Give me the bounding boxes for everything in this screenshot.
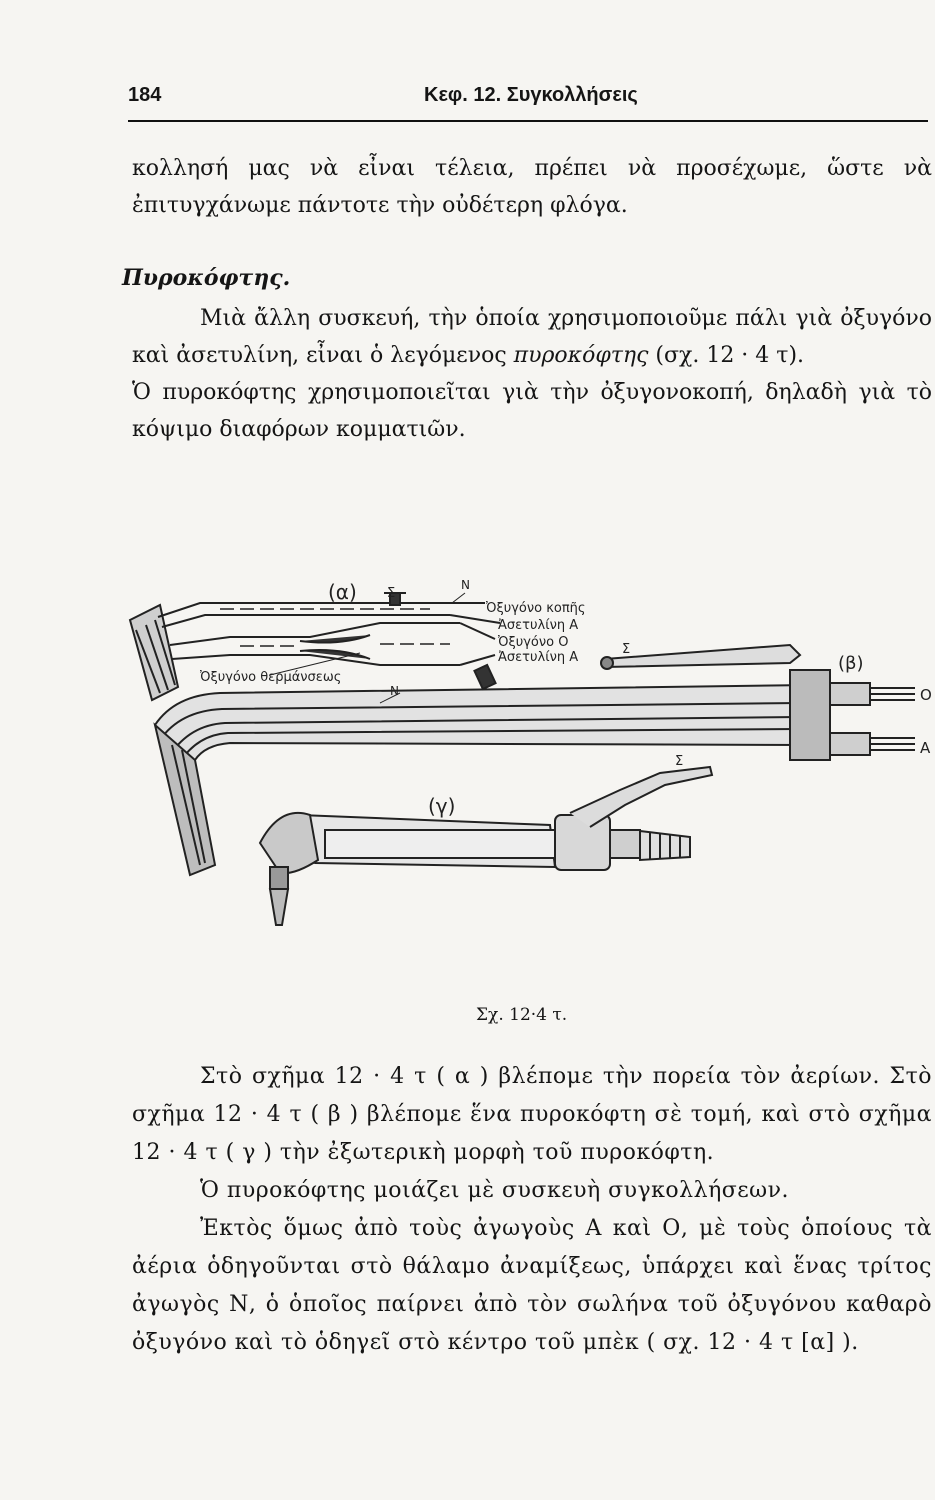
paragraph-2-term: πυροκόφτης — [513, 343, 649, 368]
label-oxygen-heating: Ὀξυγόνο θερμάνσεως — [200, 670, 342, 685]
paragraph-5: Ὁ πυροκόφτης μοιάζει μὲ συσκευὴ συγκολλήσεων. — [200, 1178, 789, 1203]
label-o-b: Ο — [920, 686, 932, 704]
label-c: (γ) — [428, 794, 456, 818]
schematic-nozzle — [130, 605, 178, 700]
paragraph-2-end: (σχ. 12 · 4 τ). — [655, 343, 805, 368]
label-acetylene-2: Ἀσετυλίνη Α — [498, 650, 579, 665]
paragraph-1-text: κολλησή μας νὰ εἶναι τέλεια, πρέπει νὰ προσέχωμε, ὥστε νὰ ἐπιτυγχάνωμε πάντοτε τὴν οὐδέτερη φλόγα. — [132, 156, 932, 218]
label-n-b: Ν — [390, 684, 399, 698]
header-rule — [128, 120, 928, 122]
page-header — [128, 84, 928, 114]
label-sigma-c: Σ — [675, 754, 684, 769]
torch-external — [260, 767, 712, 925]
paragraph-group-2 — [132, 300, 932, 448]
paragraph-6: Ἐκτὸς ὅμως ἀπὸ τοὺς ἀγωγοὺς Α καὶ Ο, μὲ τοὺς ὁποίους τὰ ἀέρια ὁδηγοῦνται στὸ θάλαμο ἀναμίξεως, ὑπάρχει καὶ ἕνας τρίτος ἀγωγὸς Ν, ὁ ὁποῖος παίρνει ἀπὸ τὸν σωλήνα τοῦ ὀξυγόνου καθαρὸ ὀξυγόνο καὶ τὸ ὁδηγεῖ στὸ κέντρο τοῦ μπὲκ ( σχ. 12 · 4 τ [α] ). — [132, 1216, 932, 1355]
figure-cutting-torch — [100, 575, 935, 985]
label-acetylene-1: Ἀσετυλίνη Α — [498, 618, 579, 633]
paragraph-3: Ὁ πυροκόφτης χρησιμοποιεῖται γιὰ τὴν ὀξυγονοκοπή, δηλαδὴ γιὰ τὸ κόψιμο διαφόρων κομματιῶν. — [132, 380, 932, 442]
torch-diagram — [100, 575, 935, 985]
label-sigma-a: Σ — [387, 586, 396, 601]
label-a: (α) — [328, 580, 357, 604]
label-oxygen: Ὀξυγόνο Ο — [498, 635, 569, 650]
label-oxygen-cut: Ὀξυγόνο κοπῆς — [486, 601, 586, 616]
paragraph-2 — [132, 300, 932, 374]
paragraph-1 — [132, 150, 932, 224]
label-b: (β) — [838, 653, 864, 674]
label-a-b: Α — [920, 739, 931, 757]
label-sigma-b: Σ — [622, 642, 631, 657]
figure-caption: Σχ. 12·4 τ. — [476, 1005, 568, 1025]
label-n-a: Ν — [461, 578, 470, 592]
running-head: Κεφ. 12. Συγκολλήσεις — [424, 84, 638, 106]
paragraph-group-3 — [132, 1058, 932, 1362]
section-heading: Πυροκόφτης. — [122, 265, 291, 291]
paragraph-2-start: Μιὰ ἄλλη συσκευή, τὴν ὁποία χρησιμοποιοῦμε πάλι γιὰ ὀξυγόνο καὶ ἀσετυλίνη, εἶναι ὁ λεγόμενος — [132, 306, 932, 368]
page-number: 184 — [128, 84, 162, 106]
paragraph-4: Στὸ σχῆμα 12 · 4 τ ( α ) βλέπομε τὴν πορεία τὸν ἀερίων. Στὸ σχῆμα 12 · 4 τ ( β ) βλέπομε ἕνα πυροκόφτη σὲ τομή, καὶ στὸ σχῆμα 12 · 4 τ ( γ ) τὴν ἐξωτερικὴ μορφὴ τοῦ πυροκόφτη. — [132, 1064, 932, 1165]
